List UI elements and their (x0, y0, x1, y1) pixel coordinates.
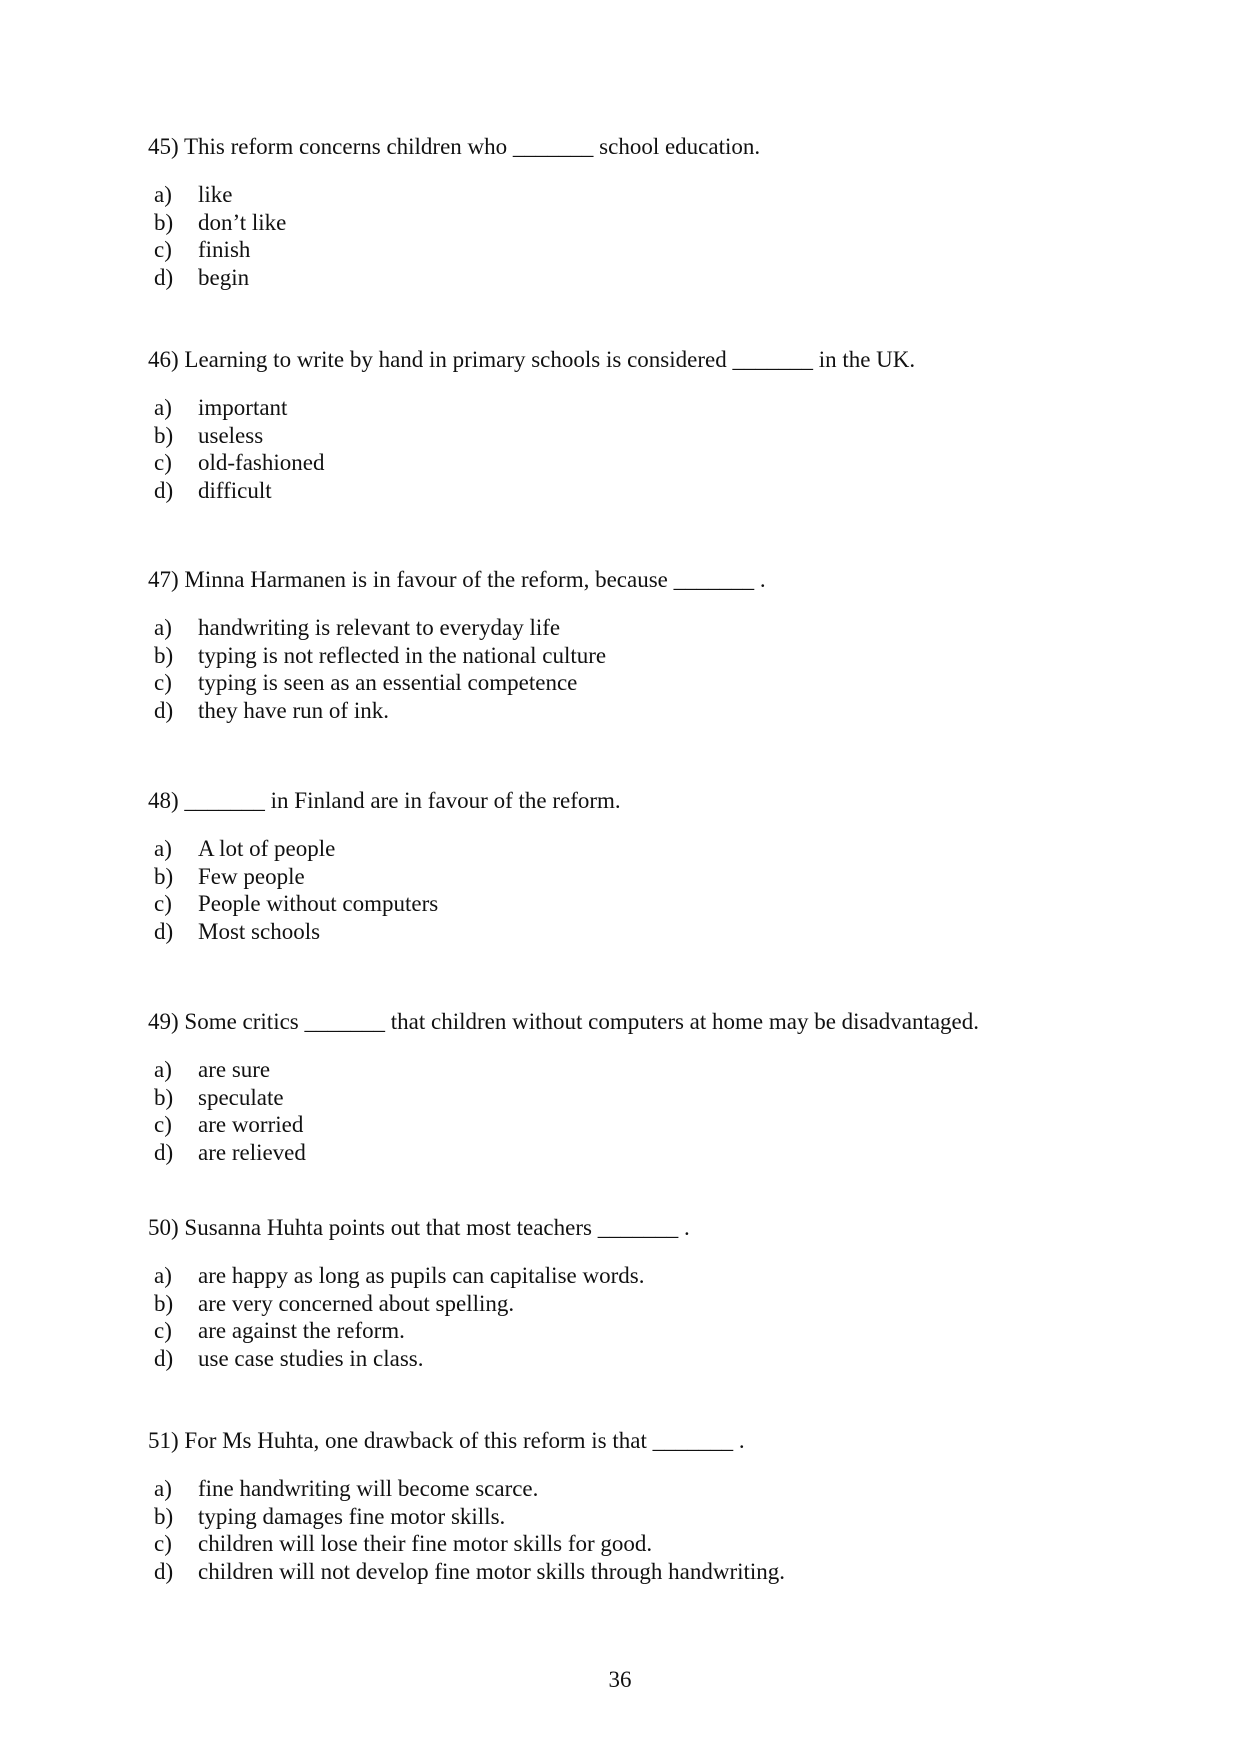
option-letter: b) (154, 863, 174, 889)
option-c (154, 1317, 1148, 1345)
option-b (154, 1084, 1148, 1112)
option-list (154, 1262, 1148, 1373)
option-text: Most schools (198, 919, 321, 945)
option-c (154, 669, 1148, 697)
option-d (154, 1345, 1148, 1373)
option-b (154, 209, 1148, 237)
option-letter: a) (154, 1476, 172, 1501)
option-letter: b) (154, 1084, 174, 1110)
question-stem: 51) For Ms Huhta, one drawback of this reform is that _______ . (148, 1428, 745, 1453)
option-text: they have run of ink. (198, 698, 389, 724)
option-list (154, 181, 1148, 292)
option-text: typing is seen as an essential competence (198, 670, 578, 696)
option-text: begin (198, 265, 250, 291)
option-text: typing is not reflected in the national culture (198, 642, 607, 668)
option-c (154, 236, 1148, 264)
option-letter: b) (154, 1503, 174, 1529)
option-a (154, 835, 1148, 863)
option-text: typing damages fine motor skills. (198, 1503, 506, 1529)
option-text: important (198, 395, 288, 420)
question-49 (148, 1008, 1148, 1167)
page-number: 36 (608, 1667, 632, 1692)
option-letter: c) (154, 237, 172, 263)
question-stem: 47) Minna Harmanen is in favour of the reform, because _______ . (148, 567, 766, 592)
question-stem: 46) Learning to write by hand in primary schools is considered _______ in the UK. (148, 347, 916, 372)
option-a (154, 1262, 1148, 1290)
question-stem: 49) Some critics _______ that children without computers at home may be disadvantaged. (148, 1009, 979, 1034)
option-a (154, 394, 1148, 422)
option-d (154, 477, 1148, 505)
option-letter: c) (154, 450, 172, 476)
option-letter: c) (154, 1531, 172, 1557)
option-text: children will lose their fine motor skills for good. (198, 1531, 653, 1557)
option-text: are very concerned about spelling. (198, 1290, 515, 1316)
option-list (154, 1056, 1148, 1167)
option-list (154, 394, 1148, 505)
option-d (154, 264, 1148, 292)
option-list (154, 835, 1148, 946)
option-letter: d) (154, 478, 174, 504)
option-b (154, 863, 1148, 891)
question-47 (148, 566, 1148, 725)
option-letter: b) (154, 642, 174, 668)
option-b (154, 642, 1148, 670)
question-50 (148, 1214, 1148, 1373)
option-letter: a) (154, 836, 172, 861)
option-d (154, 918, 1148, 946)
option-c (154, 1111, 1148, 1139)
question-46 (148, 346, 1148, 505)
option-d (154, 1558, 1148, 1586)
option-letter: b) (154, 209, 174, 235)
option-text: Few people (198, 863, 305, 889)
option-letter: b) (154, 1290, 174, 1316)
option-letter: c) (154, 891, 172, 917)
option-text: useless (198, 422, 264, 448)
option-b (154, 1290, 1148, 1318)
option-a (154, 1056, 1148, 1084)
option-text: are against the reform. (198, 1318, 405, 1344)
option-letter: b) (154, 422, 174, 448)
option-letter: c) (154, 670, 172, 696)
question-45 (148, 133, 1148, 292)
option-text: are worried (198, 1112, 304, 1138)
option-text: People without computers (198, 891, 439, 917)
question-48 (148, 787, 1148, 946)
option-letter: a) (154, 1057, 172, 1082)
question-stem: 50) Susanna Huhta points out that most teachers _______ . (148, 1215, 690, 1240)
question-stem: 45) This reform concerns children who _______ school education. (148, 134, 761, 159)
option-text: are sure (198, 1057, 271, 1082)
option-text: use case studies in class. (198, 1346, 424, 1372)
option-letter: d) (154, 1140, 174, 1166)
option-b (154, 422, 1148, 450)
option-c (154, 890, 1148, 918)
option-d (154, 1139, 1148, 1167)
option-letter: d) (154, 1346, 174, 1372)
question-51 (148, 1427, 1148, 1586)
option-text: finish (198, 237, 251, 263)
option-letter: d) (154, 1559, 174, 1585)
option-letter: d) (154, 919, 174, 945)
option-list (154, 1475, 1148, 1586)
option-letter: c) (154, 1318, 172, 1344)
option-text: children will not develop fine motor skills through handwriting. (198, 1559, 786, 1585)
option-text: like (198, 182, 233, 207)
option-letter: d) (154, 698, 174, 724)
option-letter: a) (154, 182, 172, 207)
question-stem: 48) _______ in Finland are in favour of the reform. (148, 788, 621, 813)
option-letter: a) (154, 1263, 172, 1288)
option-text: speculate (198, 1084, 284, 1110)
option-a (154, 614, 1148, 642)
option-letter: d) (154, 265, 174, 291)
option-b (154, 1503, 1148, 1531)
option-list (154, 614, 1148, 725)
option-text: difficult (198, 478, 272, 504)
option-letter: a) (154, 615, 172, 640)
option-a (154, 1475, 1148, 1503)
option-text: don’t like (198, 209, 287, 235)
option-text: old-fashioned (198, 450, 325, 476)
option-text: A lot of people (198, 836, 336, 861)
option-text: are happy as long as pupils can capitalise words. (198, 1263, 645, 1288)
option-c (154, 449, 1148, 477)
option-letter: a) (154, 395, 172, 420)
option-text: handwriting is relevant to everyday life (198, 615, 561, 640)
option-a (154, 181, 1148, 209)
option-letter: c) (154, 1112, 172, 1138)
option-d (154, 697, 1148, 725)
option-text: fine handwriting will become scarce. (198, 1476, 539, 1501)
option-text: are relieved (198, 1140, 306, 1166)
option-c (154, 1530, 1148, 1558)
